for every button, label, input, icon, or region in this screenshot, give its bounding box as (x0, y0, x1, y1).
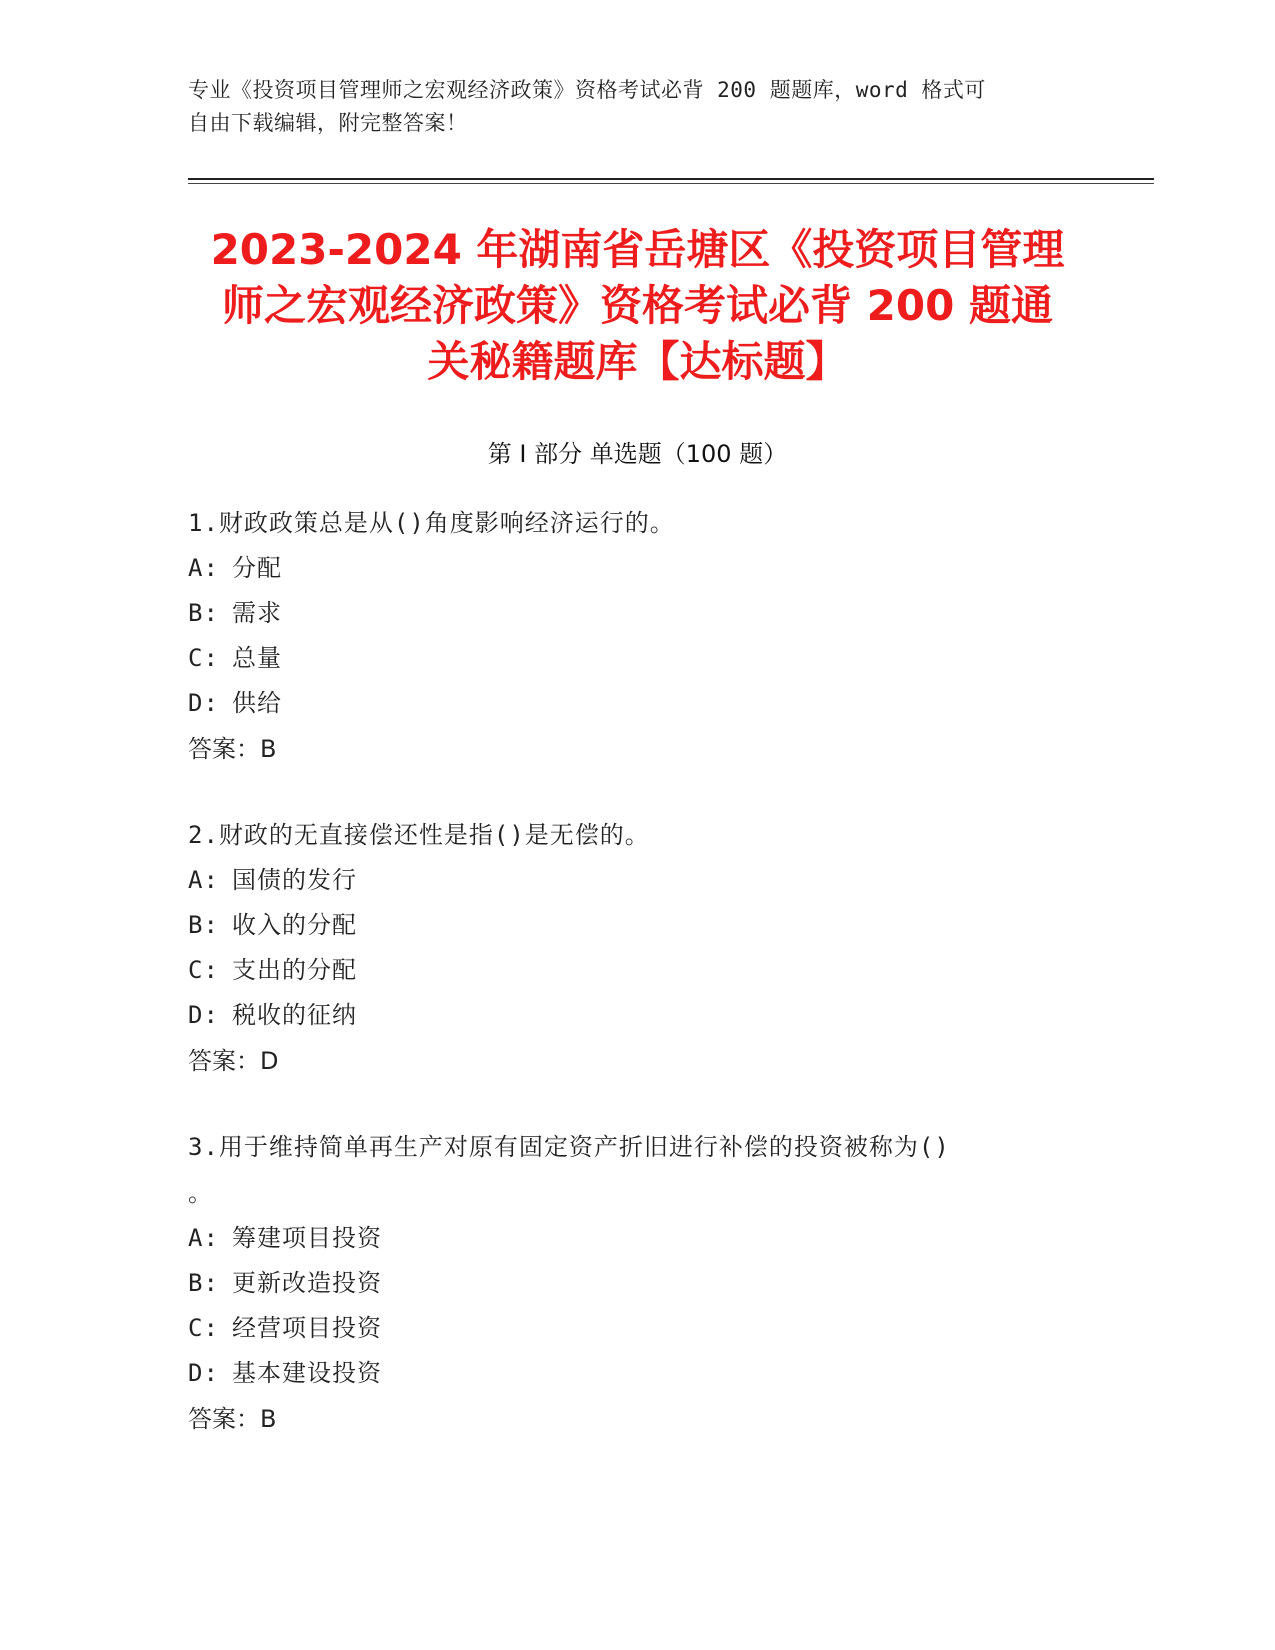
option-key: C: (188, 1314, 219, 1342)
option-text: 支出的分配 (232, 956, 357, 984)
option-b (188, 1261, 1088, 1306)
option-key: B: (188, 599, 219, 627)
option-text: 基本建设投资 (232, 1359, 382, 1387)
question-stem: 3.用于维持简单再生产对原有固定资产折旧进行补偿的投资被称为() (188, 1133, 950, 1161)
option-text: 需求 (232, 599, 282, 627)
answer-line: 答案：D (188, 1047, 279, 1075)
option-a (188, 1216, 1088, 1261)
option-key: D: (188, 1359, 219, 1387)
document-title (150, 222, 1125, 390)
option-d (188, 993, 1088, 1038)
answer-line: 答案：B (188, 735, 277, 763)
header-divider-thick (188, 178, 1154, 180)
header-note-line-1: 专业《投资项目管理师之宏观经济政策》资格考试必背 200 题题库，word 格式可 (188, 78, 986, 102)
option-key: A: (188, 866, 219, 894)
option-text: 分配 (232, 554, 282, 582)
option-text: 经营项目投资 (232, 1314, 382, 1342)
option-b (188, 591, 1088, 636)
option-d (188, 1351, 1088, 1396)
header-divider-thin (188, 183, 1154, 184)
option-text: 税收的征纳 (232, 1001, 357, 1029)
option-text: 供给 (232, 689, 282, 717)
section-heading: 第 I 部分 单选题（100 题） (487, 440, 788, 468)
answer-line: 答案：B (188, 1405, 277, 1433)
option-key: A: (188, 1224, 219, 1252)
question-stem: 1.财政政策总是从()角度影响经济运行的。 (188, 509, 675, 537)
document-title-line-1: 2023-2024 年湖南省岳塘区《投资项目管理 (210, 225, 1065, 274)
option-text: 国债的发行 (232, 866, 357, 894)
option-key: D: (188, 1001, 219, 1029)
option-key: C: (188, 956, 219, 984)
question-3 (188, 1124, 1088, 1442)
option-a (188, 546, 1088, 591)
question-stem-continuation: 。 (188, 1179, 212, 1207)
header-note-line-2: 自由下载编辑，附完整答案！ (188, 111, 468, 135)
document-title-line-2: 师之宏观经济政策》资格考试必背 200 题通 (222, 281, 1053, 330)
header-note (188, 74, 1088, 140)
option-key: C: (188, 644, 219, 672)
option-key: D: (188, 689, 219, 717)
document-title-line-3: 关秘籍题库【达标题】 (427, 337, 848, 386)
question-1 (188, 500, 1088, 772)
option-c (188, 1306, 1088, 1351)
question-2 (188, 812, 1088, 1084)
option-key: B: (188, 1269, 219, 1297)
option-text: 更新改造投资 (232, 1269, 382, 1297)
option-key: B: (188, 911, 219, 939)
option-key: A: (188, 554, 219, 582)
option-d (188, 681, 1088, 726)
question-stem: 2.财政的无直接偿还性是指()是无偿的。 (188, 821, 650, 849)
option-c (188, 636, 1088, 681)
option-text: 总量 (232, 644, 282, 672)
option-b (188, 903, 1088, 948)
option-a (188, 858, 1088, 903)
option-text: 筹建项目投资 (232, 1224, 382, 1252)
option-text: 收入的分配 (232, 911, 357, 939)
option-c (188, 948, 1088, 993)
